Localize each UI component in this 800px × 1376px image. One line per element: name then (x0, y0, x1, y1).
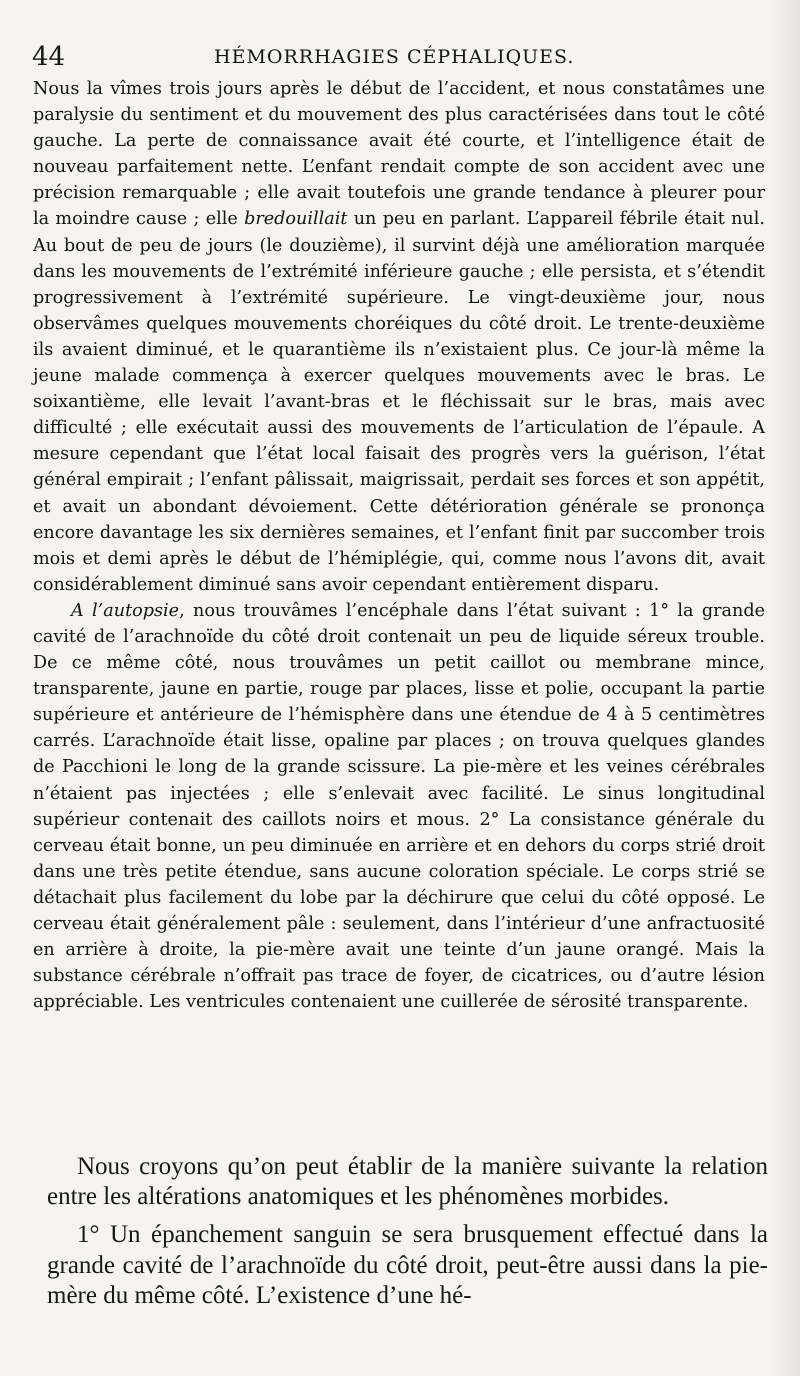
case-text-part-1: Nous la vîmes trois jours après le début de l’accident, et nous constatâmes une paralysie du sentiment et du mouvement des plus caractérisées dans tout le côté gauche. La perte de connaissance avait été courte, et l’intelligence était de nouveau parfaitement nette. L’enfant rendait compte de son accident avec une précision remarquable ; elle avait toutefois une grande tendance à pleurer pour la moindre cause ; elle (33, 79, 765, 230)
case-text-part-2: un peu en parlant. L’appareil fébrile était nul. Au bout de peu de jours (le douzième), il survint déjà une amélioration marquée dans les mouvements de l’extrémité inférieure gauche ; elle persista, et s’étendit progressivement à l’extrémité supérieure. Le vingt-deuxième jour, nous observâmes quelques mouvements choréiques du côté droit. Le trente-deuxième ils avaient diminué, et le quarantième ils n’existaient plus. Ce jour-là même la jeune malade commença à exercer quelques mouvements avec le bras. Le soixantième, elle levait l’avant-bras et le fléchissait sur le bras, mais avec difficulté ; elle exécutait aussi des mouvements de l’articulation de l’épaule. A mesure cependant que l’état local faisait des progrès vers la guérison, l’état général empirait ; l’enfant pâlissait, maigrissait, perdait ses forces et son appétit, et avait un abondant dévoiement. Cette détérioration générale se prononça encore davantage les six dernières semaines, et l’enfant finit par succomber trois mois et demi après le début de l’hémiplégie, qui, comme nous l’avons dit, avait considérablement diminué sans avoir cependant entièrement disparu. (33, 209, 765, 595)
page-gutter-shadow (772, 0, 800, 1376)
case-paragraph (33, 76, 765, 598)
page-header (32, 40, 772, 74)
page-number: 44 (32, 42, 66, 72)
autopsy-lead: A l’autopsie (71, 600, 180, 621)
italic-word: bredouillait (244, 209, 348, 230)
autopsy-paragraph (33, 598, 765, 1016)
discussion-paragraph-2: 1° Un épanchement sanguin se sera brusquement effectué dans la grande cavité de l’arachnoïde du côté droit, peut-être aussi dans la pie-mère du même côté. L’existence d’une hé- (47, 1221, 768, 1309)
case-report-text (33, 76, 765, 1015)
running-title: HÉMORRHAGIES CÉPHALIQUES. (214, 46, 575, 68)
autopsy-text: , nous trouvâmes l’encéphale dans l’état suivant : 1° la grande cavité de l’arachnoïde du côté droit contenait un peu de liquide séreux trouble. De ce même côté, nous trouvâmes un petit caillot ou membrane mince, transparente, jaune en partie, rouge par places, lisse et polie, occupant la partie supérieure et antérieure de l’hémisphère dans une étendue de 4 à 5 centimètres carrés. L’arachnoïde était lisse, opaline par places ; on trouva quelques glandes de Pacchioni le long de la grande scissure. La pie-mère et les veines cérébrales n’étaient pas injectées ; elle s’enlevait avec facilité. Le sinus longitudinal supérieur contenait des caillots noirs et mous. 2° La consistance générale du cerveau était bonne, un peu diminuée en arrière et en dehors du corps strié droit dans une très petite étendue, sans aucune coloration spéciale. Le corps strié se détachait plus facilement du lobe par la déchirure que celui du côté opposé. Le cerveau était généralement pâle : seulement, dans l’intérieur d’une anfractuosité en arrière à droite, la pie-mère avait une teinte d’un jaune orangé. Mais la substance cérébrale n’offrait pas trace de foyer, de cicatrices, ou d’autre lésion appréciable. Les ventricules contenaient une cuillerée de sérosité transparente. (33, 600, 765, 1013)
discussion-text (47, 1152, 768, 1311)
discussion-paragraph-1: Nous croyons qu’on peut établir de la manière suivante la relation entre les altérations anatomiques et les phénomènes morbides. (47, 1153, 768, 1211)
